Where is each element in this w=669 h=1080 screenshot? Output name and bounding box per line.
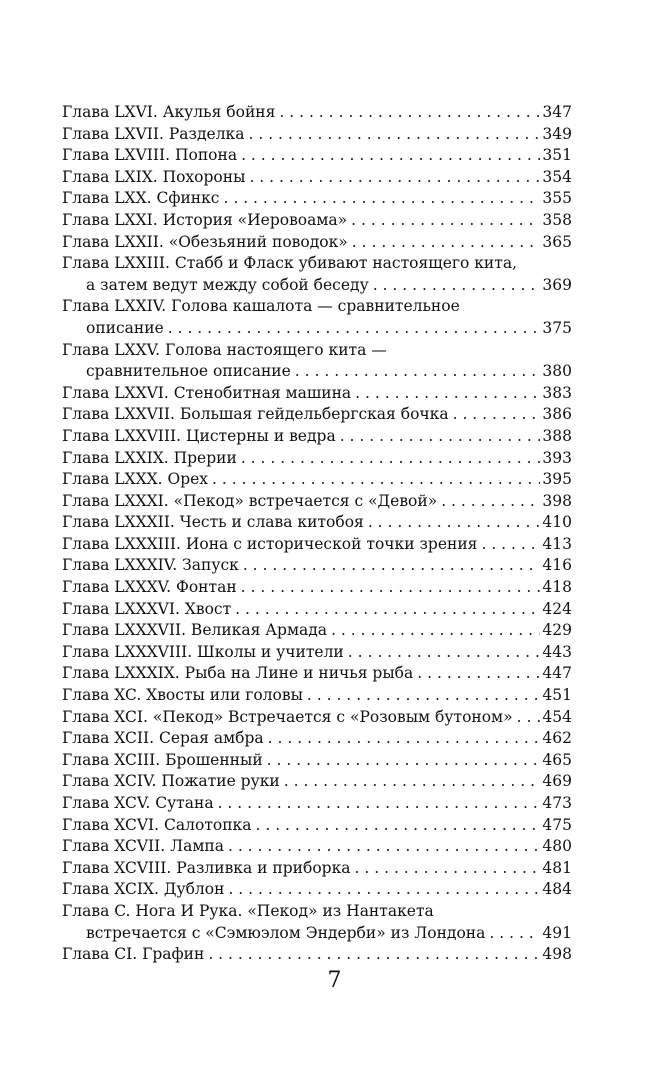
toc-entry-title: Глава LXXXI. «Пекод» встречается с «Девой» — [62, 491, 438, 510]
dot-leader — [340, 426, 541, 448]
toc-entry-page: 462 — [542, 729, 572, 748]
dot-leader — [453, 404, 541, 426]
dot-leader — [517, 707, 541, 729]
dot-leader — [168, 318, 541, 340]
toc-entry-page: 393 — [542, 448, 572, 467]
toc-entry — [62, 124, 572, 146]
table-of-contents — [62, 102, 572, 966]
toc-entry-title: Глава LXXXIX. Рыба на Лине и ничья рыба — [62, 664, 414, 683]
toc-entry-continuation-line — [62, 361, 572, 383]
toc-entry-page: 365 — [542, 232, 572, 251]
toc-entry-page: 498 — [542, 945, 572, 964]
toc-entry-title: Глава XCV. Сутана — [62, 794, 214, 812]
toc-entry — [62, 383, 572, 405]
toc-entry-title: Глава XCVII. Лампа — [62, 837, 224, 856]
toc-entry — [62, 448, 572, 470]
toc-entry-title: Глава XCIV. Пожатие руки — [62, 772, 280, 791]
toc-entry — [62, 815, 572, 837]
toc-entry-title: Глава CI. Графин — [62, 945, 205, 964]
dot-leader — [268, 728, 541, 750]
toc-entry-title: Глава LXVII. Разделка — [62, 124, 245, 143]
toc-entry — [62, 879, 572, 901]
dot-leader — [368, 512, 541, 534]
toc-entry — [62, 858, 572, 880]
dot-leader — [228, 836, 540, 858]
dot-leader — [373, 275, 541, 297]
toc-entry-title: Глава LXXI. История «Иеровоама» — [62, 210, 348, 229]
toc-entry-page: 481 — [542, 858, 572, 877]
dot-leader — [218, 793, 541, 815]
dot-leader — [351, 210, 540, 232]
toc-entry-title: Глава LXX. Сфинкс — [62, 189, 220, 208]
dot-leader — [441, 491, 540, 513]
dot-leader — [355, 383, 540, 405]
toc-entry — [62, 167, 572, 189]
toc-entry — [62, 707, 572, 729]
toc-entry-page: 454 — [542, 707, 572, 726]
dot-leader — [295, 361, 541, 383]
dot-leader — [307, 685, 540, 707]
toc-entry-line — [62, 296, 572, 318]
toc-entry-page: 480 — [542, 837, 572, 856]
toc-entry-page: 369 — [542, 275, 572, 294]
toc-entry-page: 380 — [542, 362, 572, 381]
dot-leader — [243, 555, 541, 577]
toc-entry-page: 355 — [542, 189, 572, 208]
toc-entry-title: Глава LXXXVIII. Школы и учители — [62, 642, 344, 661]
dot-leader — [255, 815, 540, 837]
toc-entry-continuation: а затем ведут между собой беседу — [86, 275, 369, 294]
toc-entry-title: Глава LXXXVII. Великая Армада — [62, 621, 328, 640]
toc-entry — [62, 512, 572, 534]
dot-leader — [331, 620, 540, 642]
toc-entry-continuation-line — [62, 275, 572, 297]
toc-entry-title: Глава LXVIII. Попона — [62, 146, 238, 165]
toc-entry — [62, 188, 572, 210]
toc-entry-page: 424 — [542, 599, 572, 618]
dot-leader — [267, 750, 541, 772]
toc-entry-page: 410 — [542, 513, 572, 532]
toc-entry — [62, 599, 572, 621]
toc-entry-title: Глава LXXV. Голова настоящего кита — — [62, 340, 387, 359]
toc-entry-page: 475 — [542, 815, 572, 834]
dot-leader — [241, 577, 541, 599]
toc-entry — [62, 685, 572, 707]
dot-leader — [241, 448, 541, 470]
toc-entry-page: 386 — [542, 405, 572, 424]
dot-leader — [208, 944, 540, 966]
dot-leader — [212, 469, 540, 491]
toc-entry — [62, 534, 572, 556]
toc-entry-title: Глава LXXXIV. Запуск — [62, 556, 239, 575]
dot-leader — [248, 124, 540, 146]
dot-leader — [348, 642, 541, 664]
toc-entry — [62, 663, 572, 685]
dot-leader — [279, 102, 540, 124]
toc-entry-page: 398 — [542, 491, 572, 510]
toc-entry-title: Глава XCII. Серая амбра — [62, 729, 264, 748]
toc-entry-title: Глава XCI. «Пекод» Встречается с «Розовым бутоном» — [62, 707, 513, 726]
toc-entry-page: 443 — [542, 642, 572, 661]
toc-entry — [62, 793, 572, 815]
toc-entry-title: Глава LXXXV. Фонтан — [62, 578, 237, 597]
toc-entry-page: 413 — [542, 534, 572, 553]
toc-entry-title: Глава XCIX. Дублон — [62, 880, 225, 899]
toc-entry — [62, 771, 572, 793]
toc-entry-page: 347 — [542, 103, 572, 121]
toc-entry-page: 429 — [542, 621, 572, 640]
dot-leader — [489, 923, 540, 945]
toc-entry-page: 484 — [542, 880, 572, 899]
dot-leader — [284, 771, 541, 793]
toc-entry-title: Глава XC. Хвосты или головы — [62, 686, 303, 705]
toc-entry-page: 351 — [542, 146, 572, 165]
toc-entry-page: 358 — [542, 210, 572, 229]
toc-entry — [62, 232, 572, 254]
page-number: 7 — [327, 968, 342, 993]
toc-entry — [62, 728, 572, 750]
toc-entry-page: 451 — [542, 686, 572, 705]
toc-entry-continuation: встречается с «Сэмюэлом Эндерби» из Лондона — [86, 923, 486, 942]
toc-entry-page: 416 — [542, 556, 572, 575]
toc-entry-page: 469 — [542, 772, 572, 791]
toc-entry-continuation: сравнительное описание — [86, 362, 291, 381]
toc-entry-title: Глава LXXXVI. Хвост — [62, 599, 232, 618]
dot-leader — [228, 879, 540, 901]
dot-leader — [235, 599, 540, 621]
toc-entry-page: 354 — [542, 167, 572, 186]
toc-entry-title: Глава XCVI. Салотопка — [62, 815, 252, 834]
toc-entry-line — [62, 340, 572, 362]
toc-entry-title: Глава LXXII. «Обезьяний поводок» — [62, 232, 348, 251]
toc-entry-page: 473 — [542, 794, 572, 812]
toc-entry — [62, 404, 572, 426]
toc-entry-page: 388 — [542, 426, 572, 445]
toc-entry-page: 491 — [542, 923, 572, 942]
dot-leader — [223, 188, 540, 210]
toc-entry-title: Глава LXIX. Похороны — [62, 167, 246, 186]
toc-entry-title: Глава LXXVII. Большая гейдельбергская бочка — [62, 405, 449, 424]
toc-entry-title: Глава LXXIII. Стабб и Фласк убивают настоящего кита, — [62, 254, 518, 273]
toc-entry-title: Глава LXXVI. Стенобитная машина — [62, 383, 352, 402]
dot-leader — [355, 858, 541, 880]
toc-entry — [62, 210, 572, 232]
toc-entry-title: Глава LXXXIII. Иона с исторической точки зрения — [62, 534, 478, 553]
toc-entry — [62, 102, 572, 124]
dot-leader — [352, 232, 541, 254]
toc-entry — [62, 620, 572, 642]
toc-entry — [62, 577, 572, 599]
toc-entry-title: Глава LXXIX. Прерии — [62, 448, 237, 467]
toc-entry-page: 418 — [542, 578, 572, 597]
toc-entry-page: 395 — [542, 470, 572, 489]
toc-entry-page: 349 — [542, 124, 572, 143]
toc-entry-line — [62, 253, 572, 275]
toc-entry — [62, 642, 572, 664]
toc-entry-title: Глава LXXX. Орех — [62, 470, 209, 489]
toc-entry-continuation: описание — [86, 318, 164, 337]
dot-leader — [481, 534, 540, 556]
toc-entry — [62, 836, 572, 858]
toc-entry-continuation-line — [62, 923, 572, 945]
toc-entry-title: Глава C. Нога И Рука. «Пекод» из Нантакета — [62, 901, 434, 920]
toc-entry-title: Глава XCIII. Брошенный — [62, 750, 263, 769]
dot-leader — [249, 167, 540, 189]
toc-entry-page: 447 — [542, 664, 572, 683]
toc-entry — [62, 491, 572, 513]
toc-entry-continuation-line — [62, 318, 572, 340]
dot-leader — [241, 145, 540, 167]
toc-entry-title: Глава LXXIV. Голова кашалота — сравнительное — [62, 297, 460, 316]
toc-entry-title: Глава LXXXII. Честь и слава китобоя — [62, 513, 364, 532]
toc-entry — [62, 426, 572, 448]
toc-entry-line — [62, 901, 572, 923]
toc-entry — [62, 555, 572, 577]
toc-entry — [62, 750, 572, 772]
toc-entry-page: 375 — [542, 318, 572, 337]
toc-entry — [62, 469, 572, 491]
toc-entry-title: Глава LXVI. Акулья бойня — [62, 103, 276, 121]
toc-entry — [62, 944, 572, 966]
toc-entry-page: 465 — [542, 750, 572, 769]
dot-leader — [417, 663, 540, 685]
toc-entry-page: 383 — [542, 383, 572, 402]
toc-entry — [62, 145, 572, 167]
toc-entry-title: Глава LXXVIII. Цистерны и ведра — [62, 426, 336, 445]
toc-entry-title: Глава XCVIII. Разливка и приборка — [62, 858, 351, 877]
